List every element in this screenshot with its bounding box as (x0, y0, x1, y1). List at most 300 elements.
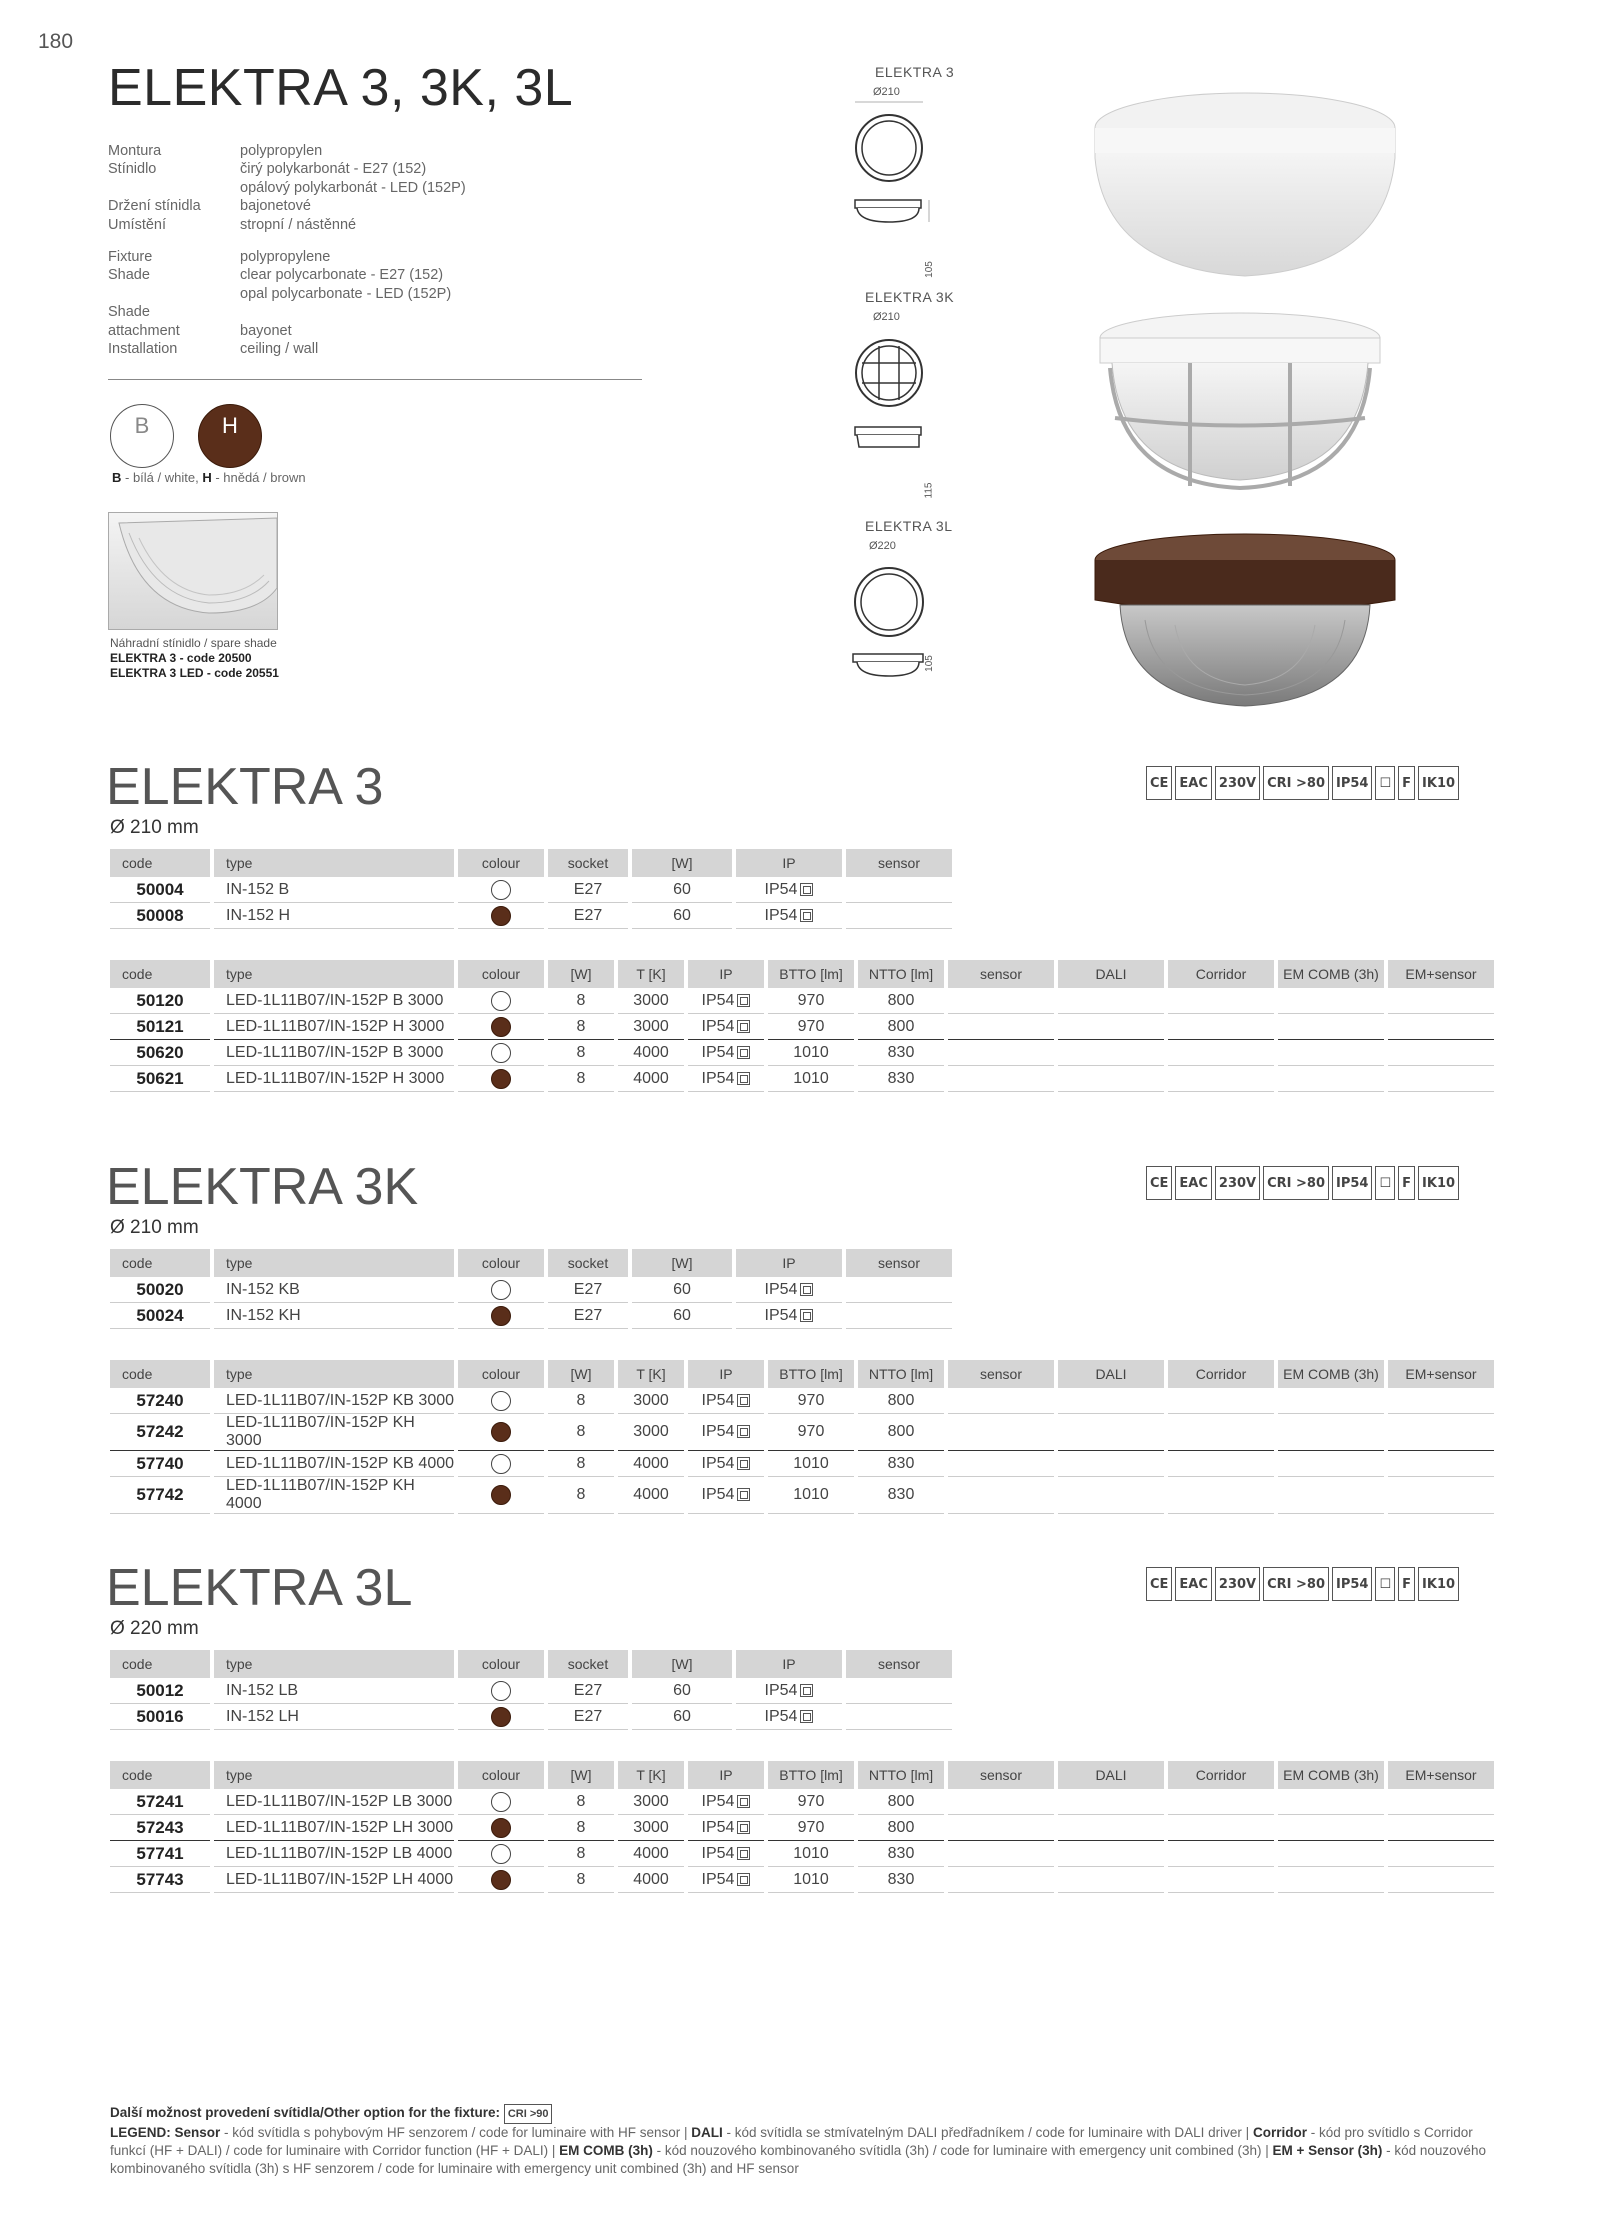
spec-value: opálový polykarbonát - LED (152P) (240, 179, 466, 196)
wattage: 8 (548, 1388, 614, 1414)
option-cell (1388, 1388, 1494, 1414)
column-header: type (214, 1761, 454, 1789)
cert-icon: F (1398, 766, 1415, 800)
option-cell (1058, 1841, 1164, 1867)
ntto-lumens: 800 (858, 988, 944, 1014)
option-cell (1058, 988, 1164, 1014)
option-cell (948, 988, 1054, 1014)
sensor-cell (846, 1277, 952, 1303)
cert-icon: ☐ (1375, 766, 1395, 800)
column-header: sensor (948, 1761, 1054, 1789)
ntto-lumens: 830 (858, 1066, 944, 1092)
wattage: 8 (548, 1789, 614, 1815)
option-cell (1168, 1066, 1274, 1092)
ip-rating: IP54 (764, 880, 798, 898)
option-cell (1278, 1066, 1384, 1092)
sensor-cell (846, 1303, 952, 1329)
spec-row (108, 285, 466, 303)
product-code: 57740 (110, 1451, 210, 1477)
colour-cell (458, 1789, 544, 1815)
option-cell (1388, 988, 1494, 1014)
column-header: IP (736, 849, 842, 877)
cert-icon: F (1398, 1567, 1415, 1601)
column-header: sensor (846, 1650, 952, 1678)
ip-rating: IP54 (701, 1818, 735, 1836)
section-title: ELEKTRA 3 (106, 758, 384, 816)
product-type: LED-1L11B07/IN-152P KH 4000 (214, 1477, 454, 1514)
option-cell (1168, 1867, 1274, 1893)
product-code: 50120 (110, 988, 210, 1014)
class-ii-icon (800, 1710, 813, 1723)
product-type: LED-1L11B07/IN-152P B 3000 (214, 1040, 454, 1066)
brown-dot-icon (491, 1818, 511, 1838)
ip-cell (688, 1477, 764, 1514)
ip-cell (688, 1066, 764, 1092)
page-number: 180 (38, 30, 74, 53)
option-cell (948, 1066, 1054, 1092)
ntto-lumens: 830 (858, 1477, 944, 1514)
column-header: type (214, 1650, 454, 1678)
ntto-lumens: 830 (858, 1451, 944, 1477)
colour-cell (458, 1678, 544, 1704)
cert-icon: CE (1146, 1166, 1172, 1200)
wattage: 60 (632, 877, 732, 903)
ip-rating: IP54 (764, 1306, 798, 1324)
option-cell (1278, 1014, 1384, 1040)
product-code: 50016 (110, 1704, 210, 1730)
socket: E27 (548, 1303, 628, 1329)
colour-cell (458, 1388, 544, 1414)
product-code: 50004 (110, 877, 210, 903)
brown-dot-icon (491, 1870, 511, 1890)
column-header: Corridor (1168, 1360, 1274, 1388)
class-ii-icon (737, 1795, 750, 1808)
column-header: BTTO [lm] (768, 1360, 854, 1388)
column-header: [W] (632, 1650, 732, 1678)
ip-cell (736, 1678, 842, 1704)
btto-lumens: 1010 (768, 1451, 854, 1477)
cert-icon: 230V (1215, 1166, 1260, 1200)
cert-icon: IP54 (1332, 1567, 1372, 1601)
colour-cell (458, 1704, 544, 1730)
column-header: colour (458, 1761, 544, 1789)
table-row (110, 1277, 952, 1303)
product-type: IN-152 B (214, 877, 454, 903)
table-row (110, 1841, 1494, 1867)
option-cell (1388, 1841, 1494, 1867)
column-header: BTTO [lm] (768, 1761, 854, 1789)
option-cell (1168, 1789, 1274, 1815)
option-cell (1168, 1040, 1274, 1066)
wattage: 8 (548, 1414, 614, 1451)
ntto-lumens: 830 (858, 1867, 944, 1893)
option-cell (1168, 1014, 1274, 1040)
option-cell (1278, 1451, 1384, 1477)
column-header: type (214, 849, 454, 877)
option-cell (1278, 988, 1384, 1014)
spec-key (108, 179, 240, 197)
class-ii-icon (737, 1873, 750, 1886)
wattage: 8 (548, 1477, 614, 1514)
specs-en (108, 248, 466, 358)
column-header: EM COMB (3h) (1278, 1761, 1384, 1789)
btto-lumens: 970 (768, 1815, 854, 1841)
column-header: T [K] (618, 960, 684, 988)
column-header: sensor (846, 849, 952, 877)
drawing-elektra-3k: ELEKTRA 3K Ø210 115 (845, 289, 965, 458)
cert-icon: CRI >80 (1263, 766, 1329, 800)
column-header: [W] (548, 1360, 614, 1388)
white-dot-icon (491, 1043, 511, 1063)
btto-lumens: 970 (768, 1414, 854, 1451)
column-header: NTTO [lm] (858, 1761, 944, 1789)
option-cell (948, 1388, 1054, 1414)
option-cell (1058, 1789, 1164, 1815)
spec-value: bajonetové (240, 198, 311, 215)
spec-row (108, 197, 466, 215)
option-cell (1278, 1040, 1384, 1066)
product-photo-elektra-3l (1085, 530, 1405, 715)
spec-value: polypropylen (240, 143, 323, 159)
ip-rating: IP54 (701, 1870, 735, 1888)
column-header: IP (736, 1249, 842, 1277)
column-header: colour (458, 1249, 544, 1277)
footer-legend: Další možnost provedení svítidla/Other option for the fixture: CRI >90 LEGEND: Sensor - kód svítidla s pohybovým HF senzorem / code for luminaire with HF sensor | DALI - kód svítidla se stmívatelným DALI předřadníkem / code for luminaire with DALI driver | Corridor - kód pro svítidlo s Corridor funkcí (HF + DALI) / code for luminaire with Corridor function (HF + DALI) | EM COMB (3h) - kód nouzového kombinovaného svítidla (3h) / code for luminaire with emergency unit combined (3h) | EM + Sensor (3h) - kód nouzového kombinovaného svítidla (3h) s HF senzorem / code for luminaire with emergency unit combined (3h) and HF sensor (110, 2105, 1486, 2176)
column-header: code (110, 1650, 210, 1678)
spec-row (108, 160, 466, 178)
brown-dot-icon (491, 1069, 511, 1089)
spec-value: čirý polykarbonát - E27 (152) (240, 161, 427, 178)
cert-icon: EAC (1175, 1567, 1211, 1601)
ip-rating: IP54 (764, 906, 798, 924)
ntto-lumens: 830 (858, 1841, 944, 1867)
btto-lumens: 1010 (768, 1867, 854, 1893)
product-code: 50121 (110, 1014, 210, 1040)
ip-rating: IP54 (764, 1707, 798, 1725)
product-photo-elektra-3 (1085, 88, 1405, 293)
table-row (110, 903, 952, 929)
colour-cell (458, 877, 544, 903)
option-cell (948, 1841, 1054, 1867)
color-temperature: 4000 (618, 1451, 684, 1477)
column-header: IP (688, 960, 764, 988)
e27-table (106, 849, 956, 929)
option-cell (1168, 1841, 1274, 1867)
spare-shade-caption: Náhradní stínidlo / spare shade ELEKTRA 3 - code 20500 ELEKTRA 3 LED - code 20551 (110, 636, 279, 680)
swatch-legend: B - bílá / white, H - hnědá / brown (112, 470, 306, 485)
white-dot-icon (491, 1681, 511, 1701)
cert-icon: IK10 (1418, 1567, 1459, 1601)
btto-lumens: 970 (768, 1014, 854, 1040)
color-temperature: 4000 (618, 1477, 684, 1514)
option-cell (1058, 1451, 1164, 1477)
cri-90-badge: CRI >90 (504, 2104, 553, 2124)
ip-cell (688, 988, 764, 1014)
btto-lumens: 970 (768, 988, 854, 1014)
table-row (110, 1451, 1494, 1477)
led-table (106, 1360, 1498, 1514)
class-ii-icon (800, 909, 813, 922)
table-row (110, 1477, 1494, 1514)
column-header: EM+sensor (1388, 1761, 1494, 1789)
column-header: code (110, 1360, 210, 1388)
ip-rating: IP54 (701, 1391, 735, 1409)
section-title: ELEKTRA 3L (106, 1559, 413, 1617)
option-cell (1278, 1867, 1384, 1893)
ip-rating: IP54 (764, 1681, 798, 1699)
wattage: 8 (548, 1040, 614, 1066)
table-row (110, 1388, 1494, 1414)
cert-icon: CRI >80 (1263, 1567, 1329, 1601)
product-code: 50020 (110, 1277, 210, 1303)
spec-key: Installation (108, 341, 178, 358)
product-type: IN-152 H (214, 903, 454, 929)
ip-cell (688, 1867, 764, 1893)
ip-rating: IP54 (701, 1069, 735, 1087)
swatch-brown: H (198, 404, 262, 468)
wattage: 60 (632, 1678, 732, 1704)
wattage: 60 (632, 1277, 732, 1303)
btto-lumens: 1010 (768, 1841, 854, 1867)
wattage: 60 (632, 1704, 732, 1730)
table-row (110, 1678, 952, 1704)
column-header: colour (458, 849, 544, 877)
column-header: code (110, 849, 210, 877)
cert-icon: CE (1146, 1567, 1172, 1601)
option-cell (1278, 1414, 1384, 1451)
column-header: Corridor (1168, 1761, 1274, 1789)
table-row (110, 877, 952, 903)
wattage: 8 (548, 1815, 614, 1841)
column-header: [W] (632, 849, 732, 877)
column-header: sensor (846, 1249, 952, 1277)
column-header: IP (736, 1650, 842, 1678)
spec-row (108, 322, 466, 340)
e27-table (106, 1650, 956, 1730)
ip-cell (736, 1704, 842, 1730)
column-header: DALI (1058, 960, 1164, 988)
wattage: 8 (548, 1014, 614, 1040)
column-header: socket (548, 849, 628, 877)
page-title: ELEKTRA 3, 3K, 3L (108, 59, 574, 117)
sensor-cell (846, 877, 952, 903)
spec-value: opal polycarbonate - LED (152P) (240, 285, 452, 302)
led-table (106, 960, 1498, 1092)
colour-cell (458, 1477, 544, 1514)
wattage: 8 (548, 1451, 614, 1477)
column-header: sensor (948, 1360, 1054, 1388)
spec-row (108, 340, 466, 358)
class-ii-icon (737, 1394, 750, 1407)
ip-rating: IP54 (701, 991, 735, 1009)
column-header: socket (548, 1650, 628, 1678)
table-row (110, 1040, 1494, 1066)
spec-key: Montura (108, 143, 162, 159)
option-cell (948, 1867, 1054, 1893)
btto-lumens: 1010 (768, 1066, 854, 1092)
product-code: 57241 (110, 1789, 210, 1815)
option-cell (1058, 1867, 1164, 1893)
column-header: type (214, 1360, 454, 1388)
product-code: 57743 (110, 1867, 210, 1893)
table-row (110, 1303, 952, 1329)
white-dot-icon (491, 1280, 511, 1300)
specs-block (108, 142, 466, 358)
spec-row (108, 303, 466, 321)
spec-key: Držení stínidla (108, 198, 201, 215)
led-table (106, 1761, 1498, 1893)
column-header: DALI (1058, 1360, 1164, 1388)
socket: E27 (548, 877, 628, 903)
column-header: IP (688, 1761, 764, 1789)
option-cell (948, 1815, 1054, 1841)
white-dot-icon (491, 991, 511, 1011)
option-cell (1388, 1451, 1494, 1477)
drawing-elektra-3l: ELEKTRA 3L Ø220 105 (845, 518, 965, 687)
class-ii-icon (800, 1309, 813, 1322)
option-cell (1388, 1040, 1494, 1066)
option-cell (1058, 1477, 1164, 1514)
product-type: LED-1L11B07/IN-152P KB 3000 (214, 1388, 454, 1414)
colour-cell (458, 1040, 544, 1066)
cert-icon: ☐ (1375, 1567, 1395, 1601)
socket: E27 (548, 1704, 628, 1730)
color-temperature: 3000 (618, 1789, 684, 1815)
option-cell (1388, 1815, 1494, 1841)
color-temperature: 4000 (618, 1867, 684, 1893)
cert-icon: IK10 (1418, 766, 1459, 800)
ip-rating: IP54 (701, 1017, 735, 1035)
ip-cell (736, 1303, 842, 1329)
specs-divider (108, 379, 642, 380)
table-row (110, 1414, 1494, 1451)
ip-rating: IP54 (701, 1486, 735, 1503)
product-code: 57240 (110, 1388, 210, 1414)
product-code: 57741 (110, 1841, 210, 1867)
color-temperature: 3000 (618, 1388, 684, 1414)
spec-row (108, 216, 466, 234)
cert-icon: EAC (1175, 1166, 1211, 1200)
option-cell (1168, 1815, 1274, 1841)
option-cell (948, 1414, 1054, 1451)
color-temperature: 4000 (618, 1040, 684, 1066)
column-header: [W] (548, 1761, 614, 1789)
cert-icon: CRI >80 (1263, 1166, 1329, 1200)
ntto-lumens: 800 (858, 1789, 944, 1815)
option-cell (1388, 1477, 1494, 1514)
spec-row (108, 248, 466, 266)
ip-rating: IP54 (701, 1454, 735, 1472)
table-row (110, 1867, 1494, 1893)
ip-cell (688, 1815, 764, 1841)
brown-dot-icon (491, 1306, 511, 1326)
product-type: LED-1L11B07/IN-152P B 3000 (214, 988, 454, 1014)
ip-cell (688, 1841, 764, 1867)
brown-dot-icon (491, 906, 511, 926)
ip-cell (736, 877, 842, 903)
cert-icon: 230V (1215, 1567, 1260, 1601)
color-temperature: 4000 (618, 1841, 684, 1867)
cert-icon: IK10 (1418, 1166, 1459, 1200)
colour-cell (458, 1014, 544, 1040)
table-row (110, 988, 1494, 1014)
brown-dot-icon (491, 1485, 511, 1505)
table-row (110, 1066, 1494, 1092)
wattage: 8 (548, 988, 614, 1014)
ip-rating: IP54 (701, 1423, 735, 1440)
product-type: LED-1L11B07/IN-152P LH 3000 (214, 1815, 454, 1841)
brown-dot-icon (491, 1707, 511, 1727)
option-cell (1168, 988, 1274, 1014)
option-cell (1278, 1815, 1384, 1841)
column-header: sensor (948, 960, 1054, 988)
certification-icons (1146, 1166, 1459, 1200)
product-code: 50621 (110, 1066, 210, 1092)
column-header: EM COMB (3h) (1278, 1360, 1384, 1388)
colour-cell (458, 1303, 544, 1329)
sensor-cell (846, 1704, 952, 1730)
spec-key: Umístění (108, 216, 167, 233)
option-cell (1388, 1066, 1494, 1092)
class-ii-icon (737, 1821, 750, 1834)
option-cell (1388, 1014, 1494, 1040)
option-cell (1168, 1477, 1274, 1514)
wattage: 8 (548, 1066, 614, 1092)
class-ii-icon (737, 1046, 750, 1059)
class-ii-icon (800, 1684, 813, 1697)
cert-icon: ☐ (1375, 1166, 1395, 1200)
product-type: LED-1L11B07/IN-152P KB 4000 (214, 1451, 454, 1477)
white-dot-icon (491, 1391, 511, 1411)
cert-icon: F (1398, 1166, 1415, 1200)
sensor-cell (846, 903, 952, 929)
spec-value: polypropylene (240, 249, 331, 266)
option-cell (1168, 1451, 1274, 1477)
option-cell (1168, 1414, 1274, 1451)
brown-dot-icon (491, 1422, 511, 1442)
wattage: 60 (632, 1303, 732, 1329)
column-header: EM+sensor (1388, 1360, 1494, 1388)
table-row (110, 1789, 1494, 1815)
column-header: EM+sensor (1388, 960, 1494, 988)
column-header: colour (458, 1650, 544, 1678)
spec-row (108, 266, 466, 284)
wattage: 8 (548, 1841, 614, 1867)
ip-rating: IP54 (701, 1043, 735, 1061)
cert-icon: CE (1146, 766, 1172, 800)
option-cell (1278, 1841, 1384, 1867)
column-header: type (214, 960, 454, 988)
brown-dot-icon (491, 1017, 511, 1037)
spec-value: clear polycarbonate - E27 (152) (240, 267, 444, 284)
btto-lumens: 970 (768, 1388, 854, 1414)
wattage: 8 (548, 1867, 614, 1893)
socket: E27 (548, 1678, 628, 1704)
option-cell (948, 1789, 1054, 1815)
option-cell (1388, 1414, 1494, 1451)
option-cell (1388, 1867, 1494, 1893)
product-code: 57242 (110, 1414, 210, 1451)
option-cell (1058, 1014, 1164, 1040)
product-type: LED-1L11B07/IN-152P LH 4000 (214, 1867, 454, 1893)
option-cell (948, 1014, 1054, 1040)
ntto-lumens: 830 (858, 1040, 944, 1066)
cert-icon: 230V (1215, 766, 1260, 800)
product-type: LED-1L11B07/IN-152P LB 4000 (214, 1841, 454, 1867)
certification-icons (1146, 766, 1459, 800)
table-row (110, 1704, 952, 1730)
colour-cell (458, 1451, 544, 1477)
